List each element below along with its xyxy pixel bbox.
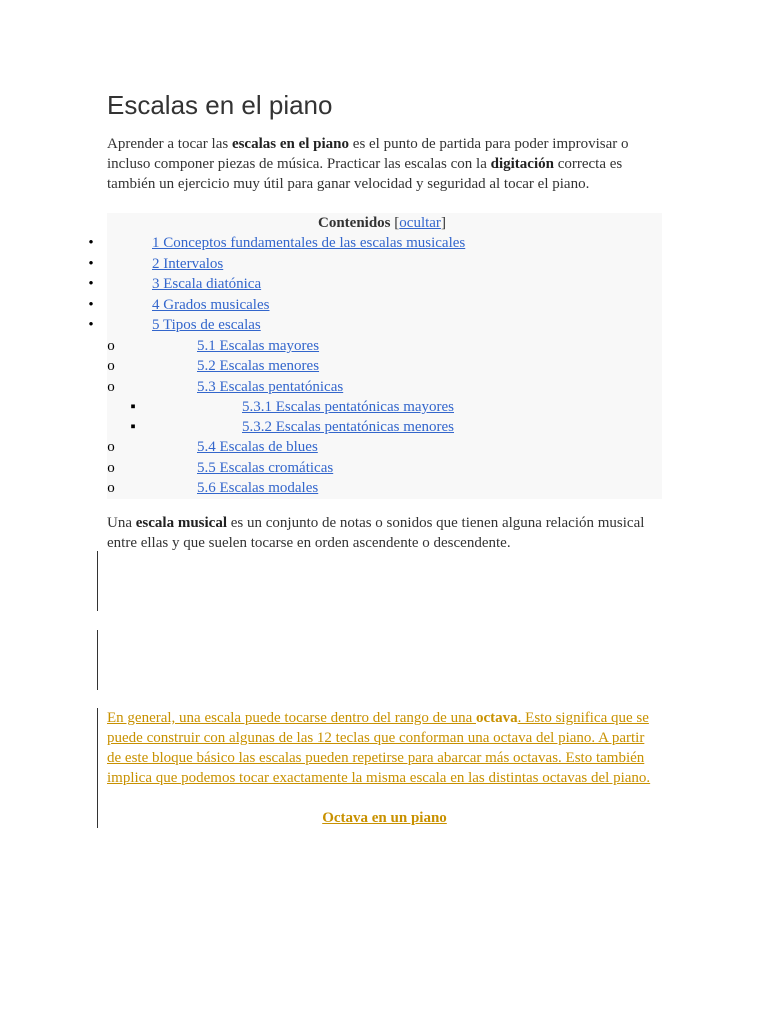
toc-link[interactable]: 5.3 Escalas pentatónicas [197,379,344,395]
vertical-divider [97,708,98,828]
octave-text-2: . Esto significa que se puede construir con algunas de las 12 teclas que conforman una octava del piano. A partir de este bloque básico las escalas pueden repetirse para abarcar más octavas. Esto también implica que podemos tocar exactamente la misma escala en las distintas octavas del piano. [107,710,651,786]
definition-paragraph [107,513,657,553]
intro-text-3: correcta es también un ejercicio muy útil para ganar velocidad y seguridad al tocar el piano. [107,156,623,192]
vertical-divider [97,551,98,611]
toc-link[interactable]: 4 Grados musicales [152,297,270,313]
bullet-disc-icon: • [88,297,94,313]
page-title: Escalas en el piano [107,90,333,120]
bullet-circle-icon: o [107,358,115,374]
toc-link[interactable]: 5.4 Escalas de blues [197,439,318,455]
octave-bold-octava: octava [476,710,518,726]
toc-link[interactable]: 5.3.2 Escalas pentatónicas menores [242,419,455,435]
octave-paragraph [107,708,662,788]
bullet-circle-icon: o [107,379,115,395]
toc-bracket-close: ] [440,215,446,231]
toc-link[interactable]: 5 Tipos de escalas [152,317,261,333]
para2-text-2: es un conjunto de notas o sonidos que tienen alguna relación musical entre ellas y que suelen tocarse en orden ascendente o descendente. [107,515,645,551]
intro-text-1: Aprender a tocar las [107,136,232,152]
bullet-disc-icon: • [88,317,94,333]
toc-toggle-link[interactable]: ocultar [399,215,441,231]
bullet-circle-icon: o [107,439,115,455]
toc-link[interactable]: 2 Intervalos [152,256,224,272]
toc-link[interactable]: 3 Escala diatónica [152,276,262,292]
octave-figure-caption: Octava en un piano [322,810,447,826]
toc-bracket-open: [ [390,215,400,231]
toc-link[interactable]: 5.2 Escalas menores [197,358,320,374]
bullet-square-icon: ▪ [130,419,136,435]
bullet-circle-icon: o [107,460,115,476]
toc-link[interactable]: 5.3.1 Escalas pentatónicas mayores [242,399,455,415]
octave-text-1: En general, una escala puede tocarse dentro del rango de una [107,710,476,726]
bullet-circle-icon: o [107,480,115,496]
intro-bold-escalas: escalas en el piano [231,136,350,152]
para2-text-1: Una [107,515,136,531]
intro-bold-digitacion: digitación [490,156,554,172]
bullet-circle-icon: o [107,338,115,354]
bullet-disc-icon: • [88,235,94,251]
intro-paragraph [107,134,657,194]
intro-text-2: es el punto de partida para poder improvisar o incluso componer piezas de música. Practicar las escalas con la [107,136,629,172]
toc-header [318,213,446,233]
vertical-divider [97,630,98,690]
bullet-square-icon: ▪ [130,399,136,415]
toc-link[interactable]: 5.6 Escalas modales [197,480,319,496]
toc-link[interactable]: 5.5 Escalas cromáticas [197,460,334,476]
bullet-disc-icon: • [88,276,94,292]
bullet-disc-icon: • [88,256,94,272]
toc-heading: Contenidos [318,215,391,231]
para2-bold-escala-musical: escala musical [135,515,227,531]
toc-link[interactable]: 5.1 Escalas mayores [197,338,320,354]
toc-link[interactable]: 1 Conceptos fundamentales de las escalas musicales [152,235,466,251]
